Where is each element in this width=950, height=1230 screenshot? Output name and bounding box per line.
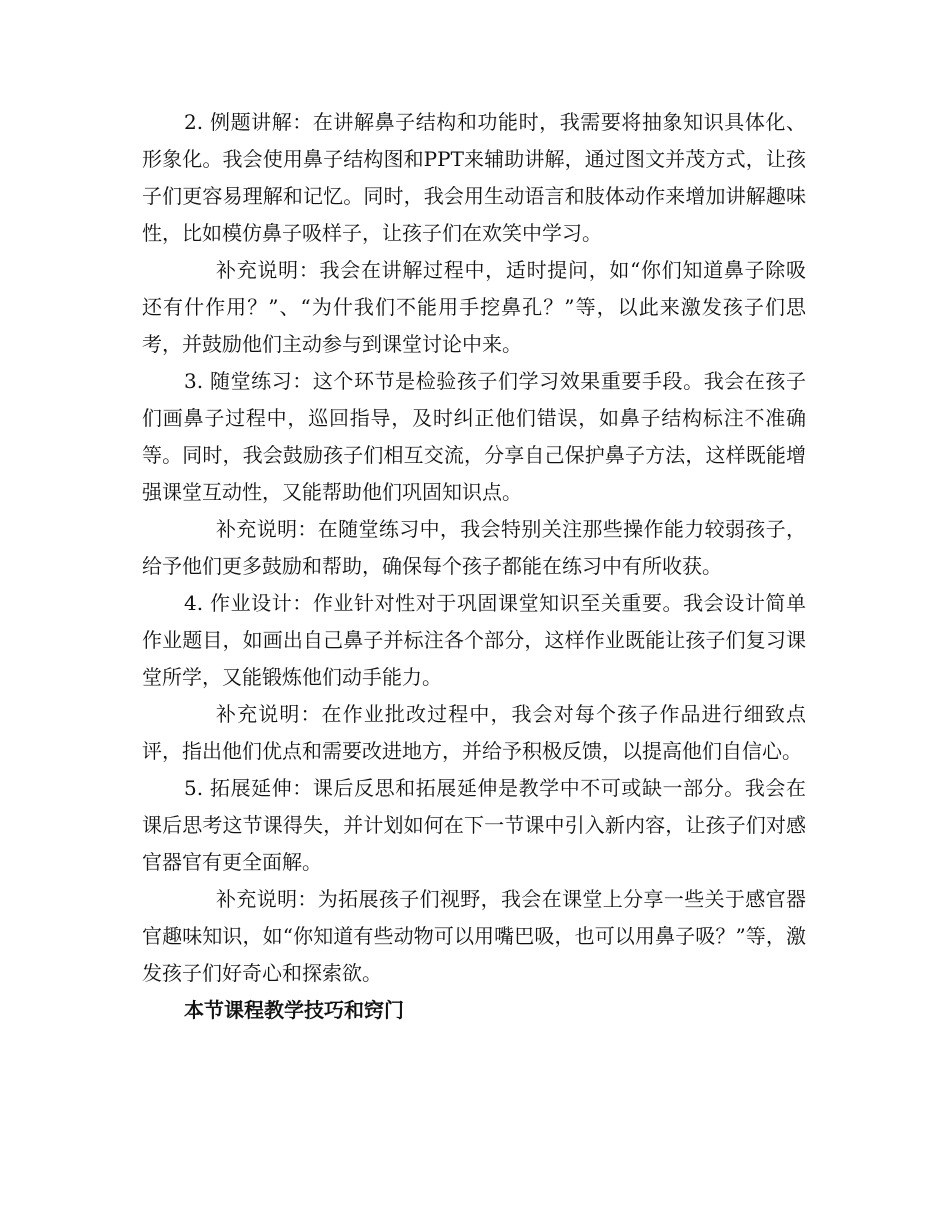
paragraph-homework-design: 4. 作业设计：作业针对性对于巩固课堂知识至关重要。我会设计简单作业题目，如画出自己鼻子并标注各个部分，这样作业既能让孩子们复习课堂所学，又能锻炼他们动手能力。 [142, 591, 806, 689]
paragraph-note-1: 补充说明：我会在讲解过程中，适时提问，如“你们知道鼻子除吸还有什作用？”、“为什我们不能用手挖鼻孔？”等，以此来激发孩子们思考，并鼓励他们主动参与到课堂讨论中来。 [142, 258, 806, 356]
paragraph-extension: 5. 拓展延伸：课后反思和拓展延伸是教学中不可或缺一部分。我会在课后思考这节课得失，并计划如何在下一节课中引入新内容，让孩子们对感官器官有更全面解。 [142, 776, 806, 874]
section-heading: 本节课程教学技巧和窍门 [184, 998, 404, 1022]
paragraph-classroom-practice: 3. 随堂练习：这个环节是检验孩子们学习效果重要手段。我会在孩子们画鼻子过程中，巡回指导，及时纠正他们错误，如鼻子结构标注不准确等。同时，我会鼓励孩子们相互交流，分享自己保护鼻子方法，这样既能增强课堂互动性，又能帮助他们巩固知识点。 [142, 369, 806, 504]
document-page [142, 104, 806, 1029]
paragraph-note-2: 补充说明：在随堂练习中，我会特别关注那些操作能力较弱孩子，给予他们更多鼓励和帮助，确保每个孩子都能在练习中有所收获。 [142, 517, 806, 578]
paragraph-note-3: 补充说明：在作业批改过程中，我会对每个孩子作品进行细致点评，指出他们优点和需要改进地方，并给予积极反馈，以提高他们自信心。 [142, 702, 806, 763]
paragraph-note-4: 补充说明：为拓展孩子们视野，我会在课堂上分享一些关于感官器官趣味知识，如“你知道有些动物可以用嘴巴吸，也可以用鼻子吸？”等，激发孩子们好奇心和探索欲。 [142, 887, 806, 985]
paragraph-example-explanation: 2. 例题讲解：在讲解鼻子结构和功能时，我需要将抽象知识具体化、形象化。我会使用鼻子结构图和PPT来辅助讲解，通过图文并茂方式，让孩子们更容易理解和记忆。同时，我会用生动语言和肢体动作来增加讲解趣味性，比如模仿鼻子吸样子，让孩子们在欢笑中学习。 [142, 110, 806, 245]
